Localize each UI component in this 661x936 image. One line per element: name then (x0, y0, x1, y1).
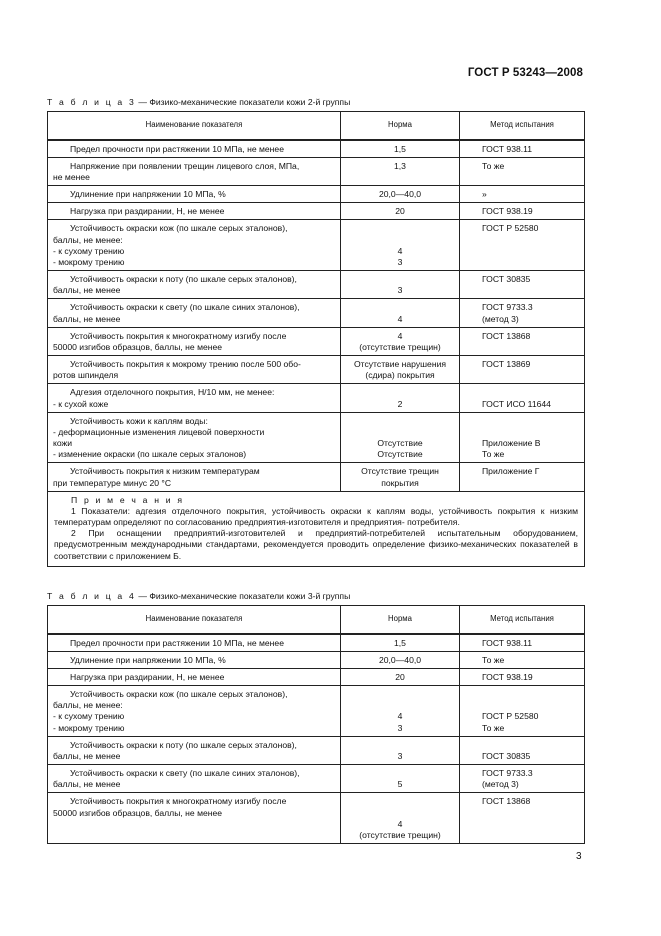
table-cell-method (460, 157, 585, 185)
cell-line: То же (482, 449, 505, 460)
table4-header-method: Метод испытания (460, 606, 585, 634)
cell-line: - мокрому трению (53, 256, 125, 267)
table-cell-name (48, 412, 341, 463)
table4-caption (47, 591, 350, 602)
table-row (48, 327, 585, 355)
table-row (48, 203, 585, 220)
cell-line: 5 (397, 779, 403, 790)
cell-line: Устойчивость покрытия к многократному изгибу после (70, 330, 287, 341)
cell-line (346, 274, 454, 285)
cell-line: Устойчивость окраски кож (по шкале серых эталонов), (70, 689, 288, 700)
cell-line (482, 387, 579, 398)
cell-line: 1,3 (394, 160, 406, 171)
table-cell-norm (341, 220, 460, 271)
table-row (48, 412, 585, 463)
table-row (48, 356, 585, 384)
cell-line: Отсутствие (377, 438, 423, 449)
cell-line: Адгезия отделочного покрытия, Н/10 мм, не менее: (70, 387, 275, 398)
cell-line: - к сухому трению (53, 711, 125, 722)
table3-header-row (48, 112, 585, 140)
cell-line: Отсутствие трещин (361, 466, 439, 477)
table-row (48, 651, 585, 668)
cell-line: ГОСТ 938.19 (482, 206, 533, 217)
table4 (47, 605, 585, 844)
table-row (48, 736, 585, 764)
cell-line (346, 235, 454, 246)
table-cell-norm (341, 384, 460, 412)
cell-line: кожи (53, 438, 73, 449)
cell-line: Приложение В (482, 438, 541, 449)
table-cell-name (48, 463, 341, 491)
cell-line: - мокрому трению (53, 722, 125, 733)
table-cell-norm (341, 140, 460, 158)
cell-line: - деформационные изменения лицевой поверхности (53, 426, 265, 437)
note-item: 1 Показатели: адгезия отделочного покрытия, устойчивость окраски к каплям воды, устойчивость покрытия к низким температурам определяют по согласованию предприятия-изготовителя и предприятия- потребителя. (54, 505, 578, 528)
cell-line: 20 (395, 206, 405, 217)
cell-line: » (482, 189, 487, 200)
cell-line: Устойчивость кожи к каплям воды: (70, 415, 208, 426)
cell-line (346, 689, 454, 700)
table-cell-method (460, 299, 585, 327)
table-row (48, 384, 585, 412)
cell-line (482, 740, 579, 751)
table-cell-norm (341, 463, 460, 491)
cell-line: баллы, не менее: (53, 700, 123, 711)
cell-line: 20,0—40,0 (378, 189, 422, 200)
cell-line: Устойчивость окраски к свету (по шкале синих эталонов), (70, 302, 300, 313)
cell-line: не менее (53, 171, 90, 182)
table-cell-norm (341, 157, 460, 185)
cell-line: 4 (397, 313, 403, 324)
cell-line: ГОСТ 938.19 (482, 671, 533, 682)
cell-line: Устойчивость окраски к свету (по шкале синих эталонов), (70, 768, 300, 779)
table3 (47, 111, 585, 567)
cell-line (346, 768, 454, 779)
table-cell-method (460, 793, 585, 844)
cell-line: ГОСТ 13868 (482, 796, 531, 807)
table-cell-name (48, 299, 341, 327)
cell-line (346, 223, 454, 234)
table-cell-norm (341, 356, 460, 384)
table-row (48, 299, 585, 327)
cell-line: 1,5 (394, 637, 406, 648)
cell-line: Отсутствие (377, 449, 423, 460)
table-cell-norm (341, 271, 460, 299)
cell-line: 20 (395, 671, 405, 682)
table-cell-method (460, 668, 585, 685)
cell-line: - изменение окраски (по шкале серых эталонов) (53, 449, 247, 460)
cell-line: (метод 3) (482, 779, 519, 790)
table-cell-name (48, 327, 341, 355)
table3-body (48, 140, 585, 567)
table-cell-method (460, 327, 585, 355)
table-row (48, 634, 585, 652)
cell-line: баллы, не менее (53, 779, 121, 790)
cell-line: 2 (397, 398, 403, 409)
cell-line: баллы, не менее (53, 285, 121, 296)
table-cell-name (48, 220, 341, 271)
table-cell-method (460, 686, 585, 737)
cell-line: Нагрузка при раздирании, Н, не менее (70, 206, 225, 217)
table-cell-norm (341, 412, 460, 463)
table-cell-norm (341, 299, 460, 327)
cell-line: (сдира) покрытия (365, 370, 435, 381)
cell-line: Удлинение при напряжении 10 МПа, % (70, 189, 226, 200)
table3-header-name: Наименование показателя (48, 112, 341, 140)
cell-line: То же (482, 160, 505, 171)
cell-line: ГОСТ Р 52580 (482, 223, 539, 234)
table4-header-name: Наименование показателя (48, 606, 341, 634)
cell-line: Устойчивость покрытия к низким температурам (70, 466, 260, 477)
table3-header-method: Метод испытания (460, 112, 585, 140)
cell-line: (отсутствие трещин) (359, 829, 441, 840)
table-cell-name (48, 140, 341, 158)
cell-line: - к сухому трению (53, 245, 125, 256)
cell-line: 3 (397, 722, 403, 733)
table4-caption-prefix: Т а б л и ц а 4 (47, 591, 136, 601)
table4-body (48, 634, 585, 844)
cell-line (482, 416, 579, 427)
table-cell-method (460, 651, 585, 668)
cell-line (346, 700, 454, 711)
table-cell-name (48, 765, 341, 793)
table-cell-name (48, 203, 341, 220)
table-cell-norm (341, 634, 460, 652)
cell-line (346, 808, 454, 819)
cell-line: ГОСТ 13869 (482, 359, 531, 370)
cell-line (346, 416, 454, 427)
cell-line: ГОСТ ИСО 11644 (482, 398, 551, 409)
table-cell-norm (341, 686, 460, 737)
table-cell-name (48, 157, 341, 185)
cell-line: То же (482, 654, 505, 665)
cell-line: ГОСТ Р 52580 (482, 711, 539, 722)
table-cell-name (48, 651, 341, 668)
table4-header-row (48, 606, 585, 634)
cell-line: баллы, не менее: (53, 234, 123, 245)
cell-line: - к сухой коже (53, 398, 109, 409)
cell-line: 3 (397, 256, 403, 267)
table-row (48, 271, 585, 299)
table-cell-name (48, 736, 341, 764)
table-row (48, 186, 585, 203)
table3-header-norm: Норма (341, 112, 460, 140)
table-cell-method (460, 412, 585, 463)
table-row (48, 140, 585, 158)
table-cell-method (460, 356, 585, 384)
table-cell-name (48, 634, 341, 652)
table-cell-method (460, 220, 585, 271)
table-cell-name (48, 271, 341, 299)
cell-line (482, 700, 579, 711)
cell-line: Предел прочности при растяжении 10 МПа, не менее (70, 143, 284, 154)
cell-line: Нагрузка при раздирании, Н, не менее (70, 671, 225, 682)
table-cell-name (48, 793, 341, 844)
table-cell-method (460, 765, 585, 793)
cell-line: ГОСТ 9733.3 (482, 768, 533, 779)
table-cell-method (460, 384, 585, 412)
cell-line (482, 427, 579, 438)
table-cell-norm (341, 327, 460, 355)
cell-line: Устойчивость окраски кож (по шкале серых эталонов), (70, 223, 288, 234)
cell-line: То же (482, 722, 505, 733)
cell-line (346, 302, 454, 313)
cell-line: 4 (397, 711, 403, 722)
cell-line (346, 427, 454, 438)
table-cell-name (48, 356, 341, 384)
cell-line: 50000 изгибов образцов, баллы, не менее (53, 341, 223, 352)
cell-line: баллы, не менее (53, 313, 121, 324)
table-row (48, 220, 585, 271)
document-code: ГОСТ Р 53243—2008 (467, 67, 583, 79)
note-item: 2 При оснащении предприятий-изготовителей и предприятий-потребителей испытательным оборудованием, предусмотренным международными стандартами, рекомендуется проводить определение физико-механических показателей в соответствии с приложением Б. (54, 528, 578, 561)
cell-line: покрытия (381, 477, 419, 488)
table-cell-norm (341, 765, 460, 793)
page-number: 3 (576, 851, 582, 862)
cell-line: ГОСТ 30835 (482, 274, 531, 285)
table-cell-name (48, 186, 341, 203)
cell-line: Напряжение при появлении трещин лицевого слоя, МПа, (70, 160, 300, 171)
table4-header-norm: Норма (341, 606, 460, 634)
table-cell-norm (341, 186, 460, 203)
table-cell-norm (341, 651, 460, 668)
cell-line: ГОСТ 30835 (482, 750, 531, 761)
table-cell-method (460, 186, 585, 203)
cell-line: (метод 3) (482, 313, 519, 324)
cell-line (482, 689, 579, 700)
table-cell-method (460, 463, 585, 491)
cell-line: баллы, не менее (53, 750, 121, 761)
table-row (48, 668, 585, 685)
table-row (48, 793, 585, 844)
cell-line: Приложение Г (482, 466, 540, 477)
table-cell-method (460, 140, 585, 158)
cell-line: 20,0—40,0 (378, 654, 422, 665)
cell-line: ГОСТ 938.11 (482, 637, 533, 648)
cell-line: Устойчивость окраски к поту (по шкале серых эталонов), (70, 274, 297, 285)
cell-line: ГОСТ 938.11 (482, 143, 533, 154)
table-cell-method (460, 634, 585, 652)
cell-line: при температуре минус 20 °С (53, 477, 172, 488)
table-row (48, 765, 585, 793)
table-cell-norm (341, 203, 460, 220)
notes-row (48, 491, 585, 566)
notes-title: П р и м е ч а н и я (71, 494, 185, 505)
table-cell-norm (341, 668, 460, 685)
cell-line: 4 (397, 245, 403, 256)
cell-line (346, 796, 454, 807)
table-cell-name (48, 668, 341, 685)
table-cell-norm (341, 736, 460, 764)
cell-line: Устойчивость покрытия к мокрому трению после 500 обо- (70, 359, 301, 370)
table3-caption-prefix: Т а б л и ц а 3 (47, 97, 136, 107)
cell-line: (отсутствие трещин) (359, 341, 441, 352)
cell-line: 4 (397, 818, 403, 829)
cell-line: ротов шпинделя (53, 370, 119, 381)
table3-caption (47, 97, 350, 108)
notes-cell (48, 491, 585, 566)
cell-line: Устойчивость покрытия к многократному изгибу после (70, 796, 287, 807)
cell-line: Удлинение при напряжении 10 МПа, % (70, 654, 226, 665)
cell-line (346, 740, 454, 751)
table-cell-method (460, 203, 585, 220)
cell-line: Предел прочности при растяжении 10 МПа, не менее (70, 637, 284, 648)
table-cell-name (48, 686, 341, 737)
cell-line: ГОСТ 9733.3 (482, 302, 533, 313)
table-cell-method (460, 736, 585, 764)
cell-line: 1,5 (394, 143, 406, 154)
table-row (48, 463, 585, 491)
cell-line: 4 (397, 330, 403, 341)
table-cell-norm (341, 793, 460, 844)
table-row (48, 157, 585, 185)
table-cell-name (48, 384, 341, 412)
cell-line: 3 (397, 285, 403, 296)
cell-line: Устойчивость окраски к поту (по шкале серых эталонов), (70, 739, 297, 750)
cell-line: Отсутствие нарушения (353, 359, 447, 370)
table-row (48, 686, 585, 737)
cell-line (346, 387, 454, 398)
cell-line: 3 (397, 750, 403, 761)
table4-caption-text: — Физико-механические показатели кожи 3-й группы (135, 591, 351, 601)
table-cell-method (460, 271, 585, 299)
cell-line: ГОСТ 13868 (482, 330, 531, 341)
table3-caption-text: — Физико-механические показатели кожи 2-й группы (135, 97, 351, 107)
cell-line: 50000 изгибов образцов, баллы, не менее (53, 807, 223, 818)
